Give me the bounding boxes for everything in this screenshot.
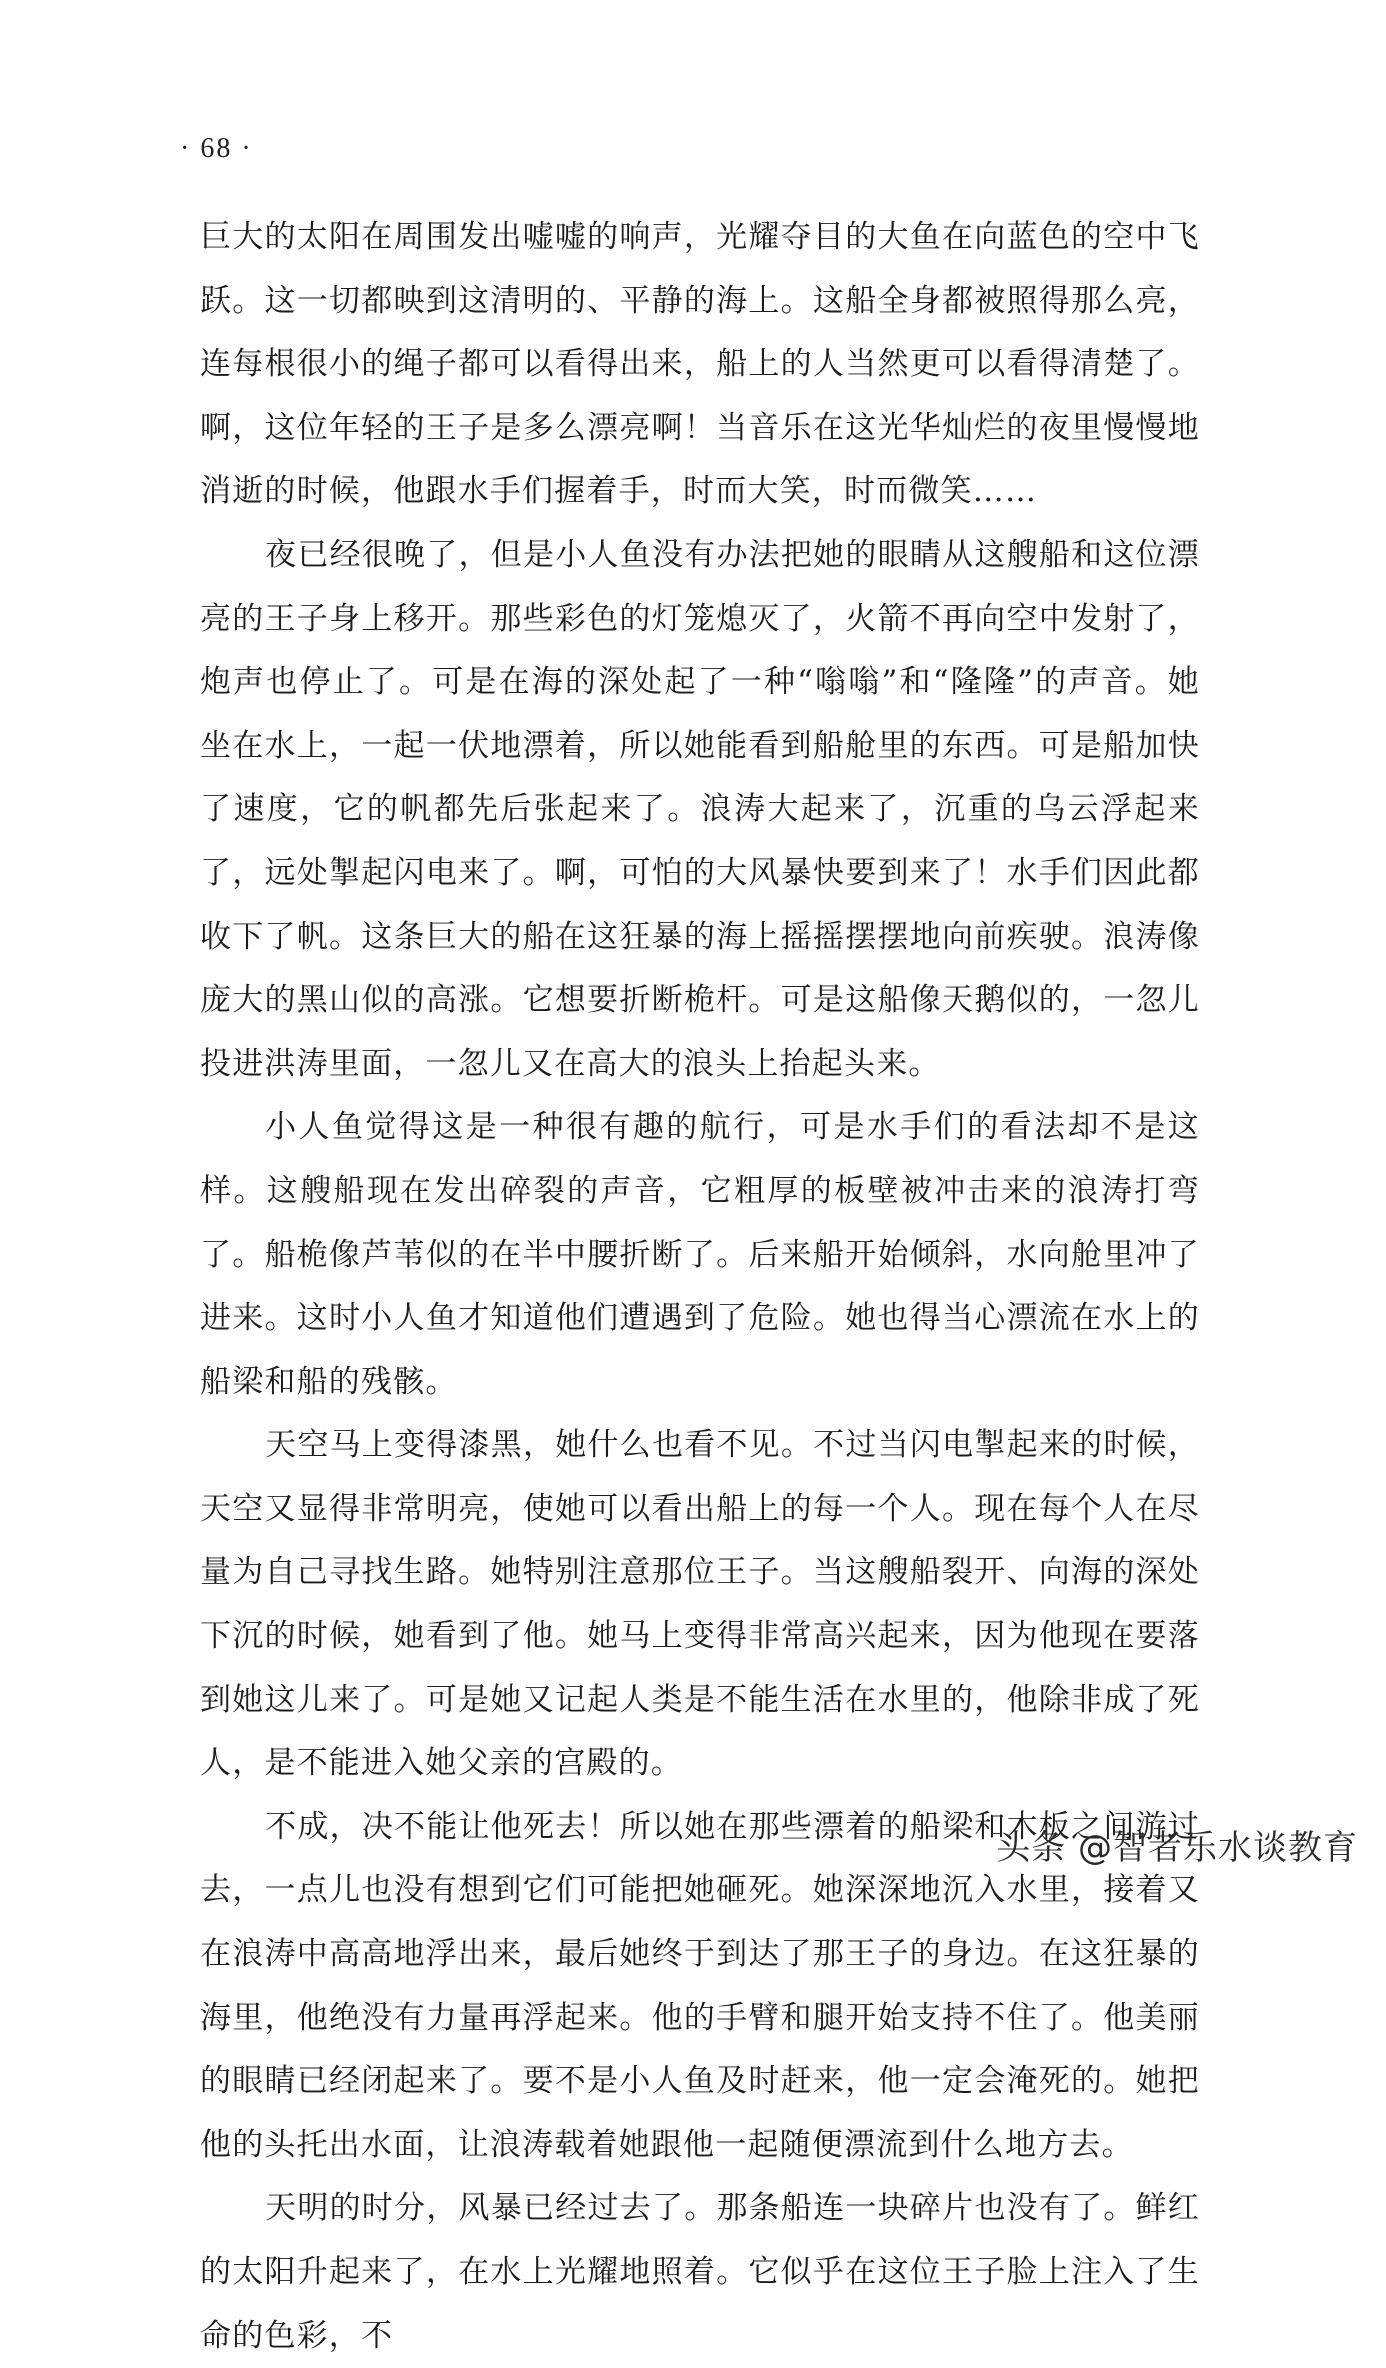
page-number: · 68 · [180, 133, 253, 164]
paragraph-5: 不成，决不能让他死去！所以她在那些漂着的船梁和木板之间游过去，一点儿也没有想到它们可能把她砸死。她深深地沉入水里，接着又在浪涛中高高地浮出来，最后她终于到达了那王子的身边。在这狂暴的海里，他绝没有力量再浮起来。他的手臂和腿开始支持不住了。他美丽的眼睛已经闭起来了。要不是小人鱼及时赶来，他一定会淹死的。她把他的头托出水面，让浪涛载着她跟他一起随便漂流到什么地方去。 [200, 1808, 1200, 2163]
paragraph-6: 天明的时分，风暴已经过去了。那条船连一块碎片也没有了。鲜红的太阳升起来了，在水上光耀地照着。它似乎在这位王子脸上注入了生命的色彩，不 [200, 2190, 1200, 2354]
watermark-text: 头条 @智者乐水谈教育 [996, 1828, 1358, 1868]
paragraph-3: 小人鱼觉得这是一种很有趣的航行，可是水手们的看法却不是这样。这艘船现在发出碎裂的声音，它粗厚的板壁被冲击来的浪涛打弯了。船桅像芦苇似的在半中腰折断了。后来船开始倾斜，水向舱里冲了进来。这时小人鱼才知道他们遭遇到了危险。她也得当心漂流在水上的船梁和船的残骸。 [200, 1109, 1200, 1400]
paragraph-4: 天空马上变得漆黑，她什么也看不见。不过当闪电掣起来的时候，天空又显得非常明亮，使她可以看出船上的每一个人。现在每个人在尽量为自己寻找生路。她特别注意那位王子。当这艘船裂开、向海的深处下沉的时候，她看到了他。她马上变得非常高兴起来，因为他现在要落到她这儿来了。可是她又记起人类是不能生活在水里的，他除非成了死人，是不能进入她父亲的宫殿的。 [200, 1427, 1200, 1782]
body-text [200, 206, 1200, 2368]
paragraph-2: 夜已经很晚了，但是小人鱼没有办法把她的眼睛从这艘船和这位漂亮的王子身上移开。那些彩色的灯笼熄灭了，火箭不再向空中发射了，炮声也停止了。可是在海的深处起了一种“嗡嗡”和“隆隆”的声音。她坐在水上，一起一伏地漂着，所以她能看到船舱里的东西。可是船加快了速度，它的帆都先后张起来了。浪涛大起来了，沉重的乌云浮起来了，远处掣起闪电来了。啊，可怕的大风暴快要到来了！水手们因此都收下了帆。这条巨大的船在这狂暴的海上摇摇摆摆地向前疾驶。浪涛像庞大的黑山似的高涨。它想要折断桅杆。可是这船像天鹅似的，一忽儿投进洪涛里面，一忽儿又在高大的浪头上抬起头来。 [200, 536, 1200, 1082]
paragraph-1: 巨大的太阳在周围发出嘘嘘的响声，光耀夺目的大鱼在向蓝色的空中飞跃。这一切都映到这清明的、平静的海上。这船全身都被照得那么亮，连每根很小的绳子都可以看得出来，船上的人当然更可以看得清楚了。啊，这位年轻的王子是多么漂亮啊！当音乐在这光华灿烂的夜里慢慢地消逝的时候，他跟水手们握着手，时而大笑，时而微笑…… [200, 219, 1200, 510]
